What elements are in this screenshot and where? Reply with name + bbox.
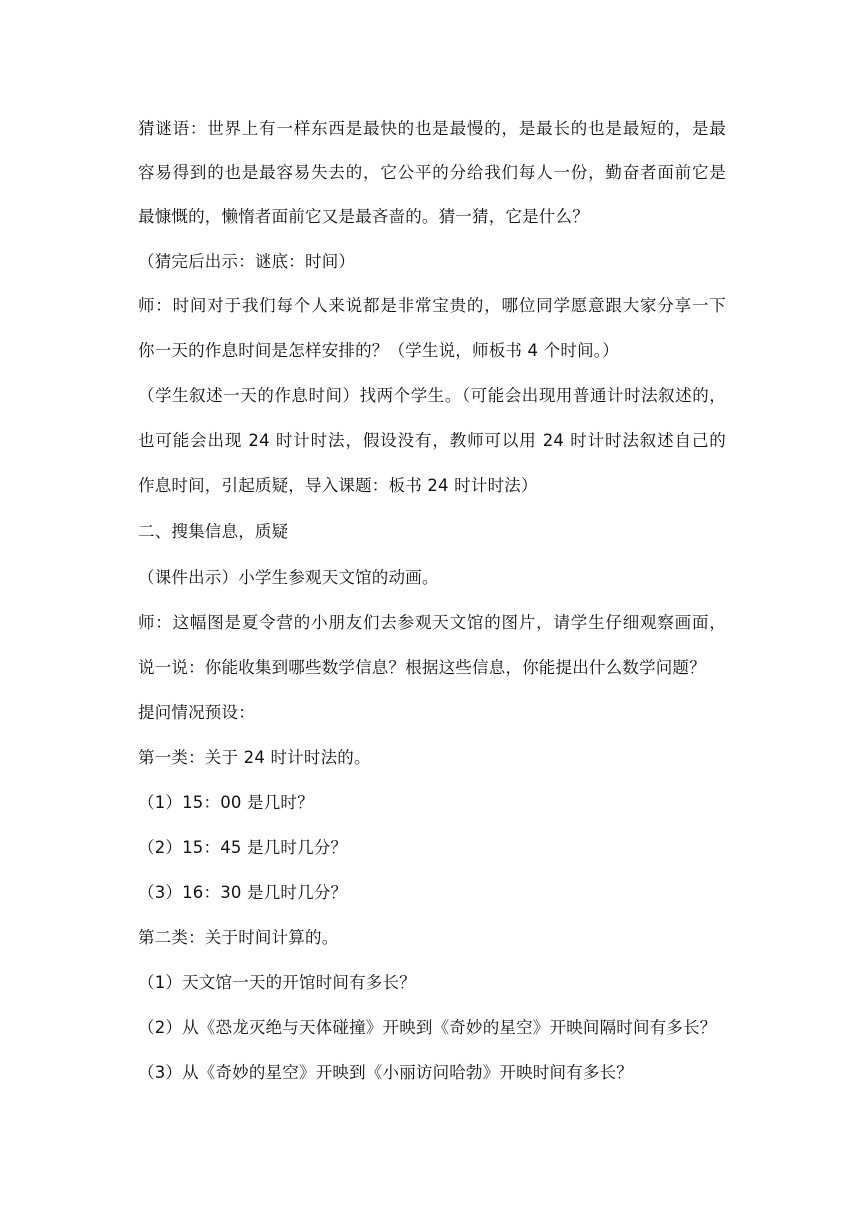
- question-preset-heading: 提问情况预设：: [138, 703, 255, 722]
- courseware-line: （课件出示）小学生参观天文馆的动画。: [138, 568, 439, 587]
- teacher-line-2: 你一天的作息时间是怎样安排的？（学生说，师板书 4 个时间。）: [138, 341, 619, 360]
- riddle-answer-line: （猜完后出示：谜底：时间）: [138, 252, 356, 271]
- riddle-line-3: 最慷慨的，懒惰者面前它又是最吝啬的。猜一猜，它是什么？: [138, 207, 589, 226]
- teacher-prompt-line-1: 师：这幅图是夏令营的小朋友们去参观天文馆的图片，请学生仔细观察画面，: [138, 613, 726, 632]
- riddle-line-1: 猜谜语：世界上有一样东西是最快的也是最慢的，是最长的也是最短的，是最: [138, 119, 726, 138]
- category-one-heading: 第一类：关于 24 时计时法的。: [138, 748, 371, 767]
- student-narration-line-2: 也可能会出现 24 时计时法，假设没有，教师可以用 24 时计时法叙述自己的: [138, 431, 726, 450]
- student-narration-line-1: （学生叙述一天的作息时间）找两个学生。（可能会出现用普通计时法叙述的，: [138, 386, 726, 405]
- student-narration-line-3: 作息时间，引起质疑，导入课题：板书 24 时计时法）: [138, 476, 538, 495]
- riddle-line-2: 容易得到的也是最容易失去的，它公平的分给我们每人一份，勤奋者面前它是: [138, 163, 726, 182]
- teacher-line-1: 师：时间对于我们每个人来说都是非常宝贵的，哪位同学愿意跟大家分享一下: [138, 296, 726, 315]
- category-one-item-2: （2）15：45 是几时几分？: [138, 838, 348, 857]
- category-two-item-2: （2）从《恐龙灭绝与天体碰撞》开映到《奇妙的星空》开映间隔时间有多长？: [138, 1018, 717, 1037]
- category-one-item-1: （1）15：00 是几时？: [138, 793, 314, 812]
- section-heading: 二、搜集信息，质疑: [138, 522, 289, 541]
- category-two-item-1: （1）天文馆一天的开馆时间有多长？: [138, 973, 416, 992]
- category-two-heading: 第二类：关于时间计算的。: [138, 928, 339, 947]
- category-one-item-3: （3）16：30 是几时几分？: [138, 883, 348, 902]
- teacher-prompt-line-2: 说一说：你能收集到哪些数学信息？根据这些信息，你能提出什么数学问题？: [138, 658, 706, 677]
- category-two-item-3: （3）从《奇妙的星空》开映到《小丽访问哈勃》开映时间有多长？: [138, 1063, 633, 1082]
